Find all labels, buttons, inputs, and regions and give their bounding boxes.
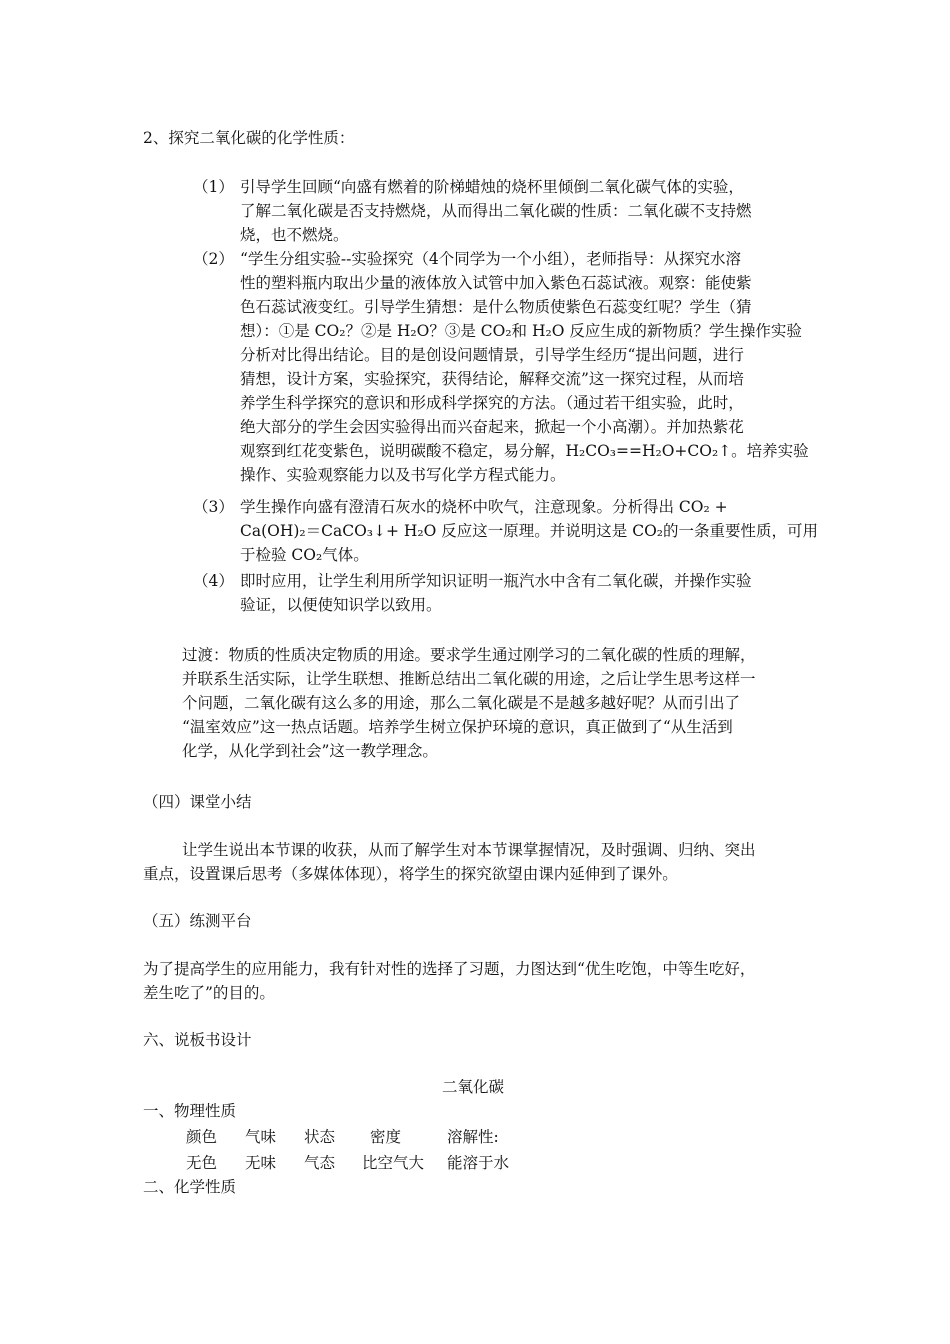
board-title: 二氧化碳 <box>442 1078 505 1096</box>
item-line: “学生分组实验--实验探究（4个同学为一个小组），老师指导：从探究水溶 <box>240 250 742 268</box>
summary-line: 重点，设置课后思考（多媒体体现），将学生的探究欲望由课内延伸到了课外。 <box>143 865 678 883</box>
item-line: 分析对比得出结论。目的是创设问题情景，引导学生经历“提出问题，进行 <box>240 346 744 364</box>
physical-header-density: 密度 <box>370 1128 402 1146</box>
physical-value-odor: 无味 <box>245 1154 277 1172</box>
physical-value-state: 气态 <box>304 1154 336 1172</box>
physical-header-state: 状态 <box>304 1128 336 1146</box>
item-line: 于检验 CO₂气体。 <box>240 546 369 564</box>
transition-line: 过渡：物质的性质决定物质的用途。要求学生通过刚学习的二氧化碳的性质的理解， <box>182 646 756 664</box>
item-number: （3） <box>193 498 234 516</box>
item-line: 观察到红花变紫色，说明碳酸不稳定，易分解，H₂CO₃==H₂O+CO₂↑。培养实验 <box>240 442 809 460</box>
transition-line: “温室效应”这一热点话题。培养学生树立保护环境的意识，真正做到了“从生活到 <box>182 718 733 736</box>
item-line: 即时应用，让学生利用所学知识证明一瓶汽水中含有二氧化碳，并操作实验 <box>240 572 752 590</box>
item-line: 引导学生回顾“向盛有燃着的阶梯蜡烛的烧杯里倾倒二氧化碳气体的实验， <box>240 178 744 196</box>
item-line: 验证，以便使知识学以致用。 <box>240 596 442 614</box>
physical-heading: 一、物理性质 <box>143 1102 237 1120</box>
item-line: 了解二氧化碳是否支持燃烧，从而得出二氧化碳的性质：二氧化碳不支持燃 <box>240 202 752 220</box>
item-line: 绝大部分的学生会因实验得出而兴奋起来，掀起一个小高潮）。并加热紫花 <box>240 418 744 436</box>
transition-line: 并联系生活实际，让学生联想、推断总结出二氧化碳的用途，之后让学生思考这样一 <box>182 670 756 688</box>
physical-header-odor: 气味 <box>245 1128 277 1146</box>
physical-value-solubility: 能溶于水 <box>447 1154 510 1172</box>
practice-line: 为了提高学生的应用能力，我有针对性的选择了习题，力图达到“优生吃饱，中等生吃好， <box>143 960 756 978</box>
item-line: 性的塑料瓶内取出少量的液体放入试管中加入紫色石蕊试液。观察：能使紫 <box>240 274 752 292</box>
section-heading: 2、探究二氧化碳的化学性质： <box>143 129 355 147</box>
physical-value-density: 比空气大 <box>362 1154 425 1172</box>
transition-line: 个问题，二氧化碳有这么多的用途，那么二氧化碳是不是越多越好呢？从而引出了 <box>182 694 741 712</box>
item-line: 操作、实验观察能力以及书写化学方程式能力。 <box>240 466 566 484</box>
item-line: 猜想，设计方案，实验探究，获得结论，解释交流”这一探究过程，从而培 <box>240 370 744 388</box>
transition-line: 化学，从化学到社会”这一教学理念。 <box>182 742 438 760</box>
practice-heading: （五）练测平台 <box>143 912 252 930</box>
chemical-heading: 二、化学性质 <box>143 1178 237 1196</box>
physical-header-color: 颜色 <box>186 1128 218 1146</box>
item-number: （1） <box>193 178 234 196</box>
item-number: （2） <box>193 250 234 268</box>
physical-value-color: 无色 <box>186 1154 218 1172</box>
board-heading: 六、说板书设计 <box>143 1031 252 1049</box>
summary-line: 让学生说出本节课的收获，从而了解学生对本节课掌握情况，及时强调、归纳、突出 <box>182 841 756 859</box>
physical-header-solubility: 溶解性: <box>447 1128 499 1146</box>
item-line: 色石蕊试液变红。引导学生猜想：是什么物质使紫色石蕊变红呢？学生（猜 <box>240 298 752 316</box>
practice-line: 差生吃了”的目的。 <box>143 984 275 1002</box>
item-line: 想）：①是 CO₂？②是 H₂O？③是 CO₂和 H₂O 反应生成的新物质？学生操作实验 <box>240 322 802 340</box>
item-number: （4） <box>193 572 234 590</box>
item-line: 养学生科学探究的意识和形成科学探究的方法。（通过若干组实验，此时， <box>240 394 744 412</box>
summary-heading: （四）课堂小结 <box>143 793 252 811</box>
item-line: Ca(OH)₂＝CaCO₃↓+ H₂O 反应这一原理。并说明这是 CO₂的一条重要性质，可用 <box>240 522 818 540</box>
item-line: 学生操作向盛有澄清石灰水的烧杯中吹气，注意现象。分析得出 CO₂ + <box>240 498 728 516</box>
item-line: 烧，也不燃烧。 <box>240 226 349 244</box>
